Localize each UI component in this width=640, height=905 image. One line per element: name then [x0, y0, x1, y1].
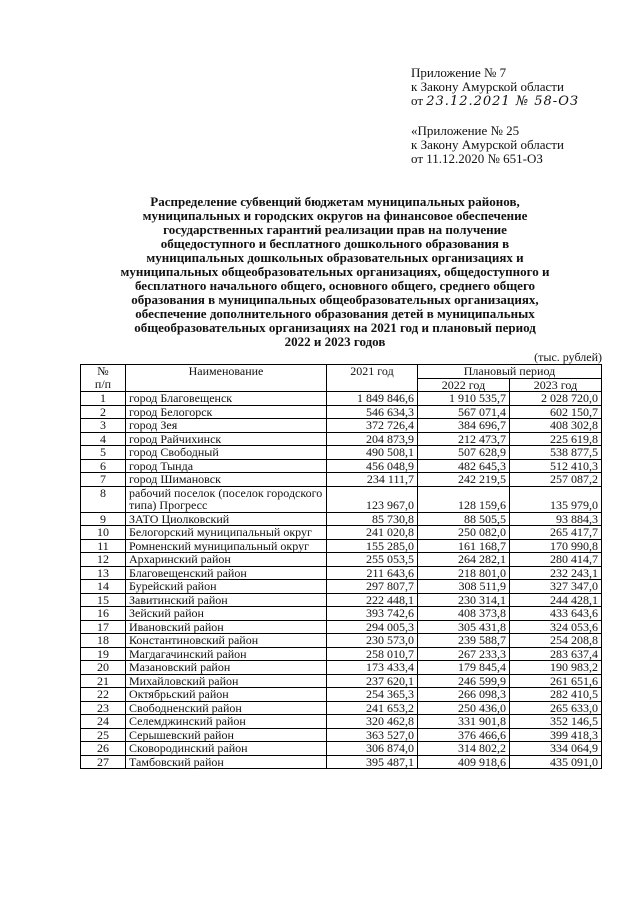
- row-value-2023: 334 064,9: [510, 742, 602, 756]
- row-name: город Белогорск: [126, 405, 327, 419]
- row-value-2021: 254 365,3: [327, 688, 418, 702]
- annex-25-date: от 11.12.2020 № 651-ОЗ: [411, 151, 543, 166]
- row-value-2022: 376 466,6: [418, 728, 510, 742]
- row-number: 7: [81, 473, 126, 487]
- row-value-2022: 264 282,1: [418, 553, 510, 567]
- row-value-2023: 433 643,6: [510, 607, 602, 621]
- row-name: Октябрьский район: [126, 688, 327, 702]
- subvention-table: [80, 364, 602, 769]
- row-number: 23: [81, 701, 126, 715]
- row-name: Михайловский район: [126, 674, 327, 688]
- row-value-2021: 230 573,0: [327, 634, 418, 648]
- row-name: город Свободный: [126, 446, 327, 460]
- row-value-2023: 352 146,5: [510, 715, 602, 729]
- table-row: [81, 566, 602, 580]
- table-row: [81, 742, 602, 756]
- table-row: [81, 446, 602, 460]
- table-row: [81, 634, 602, 648]
- table-row: [81, 607, 602, 621]
- row-number: 15: [81, 593, 126, 607]
- table-row: [81, 580, 602, 594]
- table-row: [81, 647, 602, 661]
- table-row: [81, 392, 602, 406]
- header-2022: 2022 год: [418, 378, 510, 392]
- row-number: 26: [81, 742, 126, 756]
- row-value-2021: 546 634,3: [327, 405, 418, 419]
- row-value-2022: 242 219,5: [418, 473, 510, 487]
- row-number: 19: [81, 647, 126, 661]
- row-value-2021: 222 448,1: [327, 593, 418, 607]
- row-value-2022: 314 802,2: [418, 742, 510, 756]
- row-name: город Тында: [126, 459, 327, 473]
- row-name: город Шимановск: [126, 473, 327, 487]
- annex-7-date-prefix: от: [411, 93, 424, 108]
- table-row: [81, 405, 602, 419]
- row-value-2021: 297 807,7: [327, 580, 418, 594]
- row-value-2021: 490 508,1: [327, 446, 418, 460]
- row-number: 9: [81, 512, 126, 526]
- table-row: [81, 715, 602, 729]
- row-value-2022: 408 373,8: [418, 607, 510, 621]
- row-value-2021: 241 653,2: [327, 701, 418, 715]
- row-name: ЗАТО Циолковский: [126, 512, 327, 526]
- row-number: 16: [81, 607, 126, 621]
- row-name: Завитинский район: [126, 593, 327, 607]
- row-value-2022: 567 071,4: [418, 405, 510, 419]
- row-number: 6: [81, 459, 126, 473]
- row-value-2022: 250 436,0: [418, 701, 510, 715]
- document-title: [70, 195, 600, 349]
- row-number: 17: [81, 620, 126, 634]
- table-row: [81, 688, 602, 702]
- row-value-2021: 237 620,1: [327, 674, 418, 688]
- annex-7-header: [411, 66, 579, 109]
- row-name: Серышевский район: [126, 728, 327, 742]
- row-value-2023: 324 053,6: [510, 620, 602, 634]
- title-line: образования в муниципальных общеобразовательных организациях,: [131, 292, 539, 307]
- title-line: общедоступного и бесплатного дошкольного образования в: [160, 236, 510, 251]
- row-name: Тамбовский район: [126, 755, 327, 769]
- row-name: Белогорский муниципальный округ: [126, 526, 327, 540]
- row-value-2022: 161 168,7: [418, 539, 510, 553]
- table-row: [81, 728, 602, 742]
- header-2023: 2023 год: [510, 378, 602, 392]
- row-value-2022: 250 082,0: [418, 526, 510, 540]
- table-row: [81, 526, 602, 540]
- row-value-2021: 85 730,8: [327, 512, 418, 526]
- row-value-2022: 482 645,3: [418, 459, 510, 473]
- table-row: [81, 512, 602, 526]
- row-name: Свободненский район: [126, 701, 327, 715]
- row-value-2021: 211 643,6: [327, 566, 418, 580]
- row-number: 4: [81, 432, 126, 446]
- row-number: 24: [81, 715, 126, 729]
- row-number: 27: [81, 755, 126, 769]
- title-line: муниципальных и городских округов на финансовое обеспечение: [142, 208, 528, 223]
- row-value-2021: 294 005,3: [327, 620, 418, 634]
- row-value-2021: 258 010,7: [327, 647, 418, 661]
- unit-label: (тыс. рублей): [534, 350, 602, 364]
- title-line: муниципальных общеобразовательных организациях, общедоступного и: [120, 264, 550, 279]
- row-value-2023: 282 410,5: [510, 688, 602, 702]
- table-row: [81, 701, 602, 715]
- title-line: муниципальных дошкольных образовательных организациях и: [146, 250, 524, 265]
- row-value-2023: 257 087,2: [510, 473, 602, 487]
- row-value-2021: 204 873,9: [327, 432, 418, 446]
- row-value-2023: 538 877,5: [510, 446, 602, 460]
- row-value-2023: 327 347,0: [510, 580, 602, 594]
- row-value-2023: 265 633,0: [510, 701, 602, 715]
- annex-7-handwritten-date: 23.12.2021 № 58-ОЗ: [426, 94, 579, 109]
- row-value-2022: 218 801,0: [418, 566, 510, 580]
- row-value-2023: 225 619,8: [510, 432, 602, 446]
- table-header-row: [81, 365, 602, 379]
- row-name: Сковородинский район: [126, 742, 327, 756]
- annex-25-number: «Приложение № 25: [411, 123, 520, 138]
- row-name: Ромненский муниципальный округ: [126, 539, 327, 553]
- row-value-2021: 363 527,0: [327, 728, 418, 742]
- title-line: обеспечение дополнительного образования детей в муниципальных: [135, 306, 535, 321]
- row-value-2021: 456 048,9: [327, 459, 418, 473]
- row-value-2023: 602 150,7: [510, 405, 602, 419]
- header-name: Наименование: [126, 365, 327, 392]
- row-value-2022: 1 910 535,7: [418, 392, 510, 406]
- row-value-2023: 232 243,1: [510, 566, 602, 580]
- row-value-2021: 155 285,0: [327, 539, 418, 553]
- title-line: 2022 и 2023 годов: [284, 334, 386, 349]
- row-value-2022: 507 628,9: [418, 446, 510, 460]
- row-number: 25: [81, 728, 126, 742]
- table-row: [81, 459, 602, 473]
- table-row: [81, 674, 602, 688]
- row-number: 2: [81, 405, 126, 419]
- row-value-2023: 261 651,6: [510, 674, 602, 688]
- row-number: 8: [81, 486, 126, 512]
- header-number: № п/п: [81, 365, 126, 392]
- row-number: 5: [81, 446, 126, 460]
- row-value-2021: 395 487,1: [327, 755, 418, 769]
- table-row: [81, 539, 602, 553]
- title-line: бесплатного начального общего, основного общего, среднего общего: [134, 278, 536, 293]
- table-row: [81, 473, 602, 487]
- table-row: [81, 419, 602, 433]
- row-name: Ивановский район: [126, 620, 327, 634]
- row-value-2021: 173 433,4: [327, 661, 418, 675]
- row-number: 18: [81, 634, 126, 648]
- row-value-2023: 254 208,8: [510, 634, 602, 648]
- row-number: 20: [81, 661, 126, 675]
- row-number: 10: [81, 526, 126, 540]
- annex-7-number: Приложение № 7: [411, 65, 507, 80]
- row-value-2021: 306 874,0: [327, 742, 418, 756]
- row-name: рабочий поселок (поселок городского типа) Прогресс: [126, 486, 327, 512]
- row-number: 21: [81, 674, 126, 688]
- row-value-2023: 135 979,0: [510, 486, 602, 512]
- row-value-2021: 393 742,6: [327, 607, 418, 621]
- table-row: [81, 755, 602, 769]
- row-number: 11: [81, 539, 126, 553]
- table-row: [81, 620, 602, 634]
- row-value-2022: 305 431,8: [418, 620, 510, 634]
- row-value-2021: 1 849 846,6: [327, 392, 418, 406]
- row-value-2022: 331 901,8: [418, 715, 510, 729]
- row-number: 12: [81, 553, 126, 567]
- row-name: Селемджинский район: [126, 715, 327, 729]
- row-name: Мазановский район: [126, 661, 327, 675]
- row-name: Архаринский район: [126, 553, 327, 567]
- row-value-2022: 308 511,9: [418, 580, 510, 594]
- row-name: город Райчихинск: [126, 432, 327, 446]
- row-value-2023: 170 990,8: [510, 539, 602, 553]
- row-value-2023: 399 418,3: [510, 728, 602, 742]
- title-line: государственных гарантий реализации прав на получение: [163, 222, 507, 237]
- annex-25-header: [411, 124, 564, 166]
- title-line: Распределение субвенций бюджетам муниципальных районов,: [150, 194, 520, 209]
- row-value-2021: 320 462,8: [327, 715, 418, 729]
- row-value-2021: 372 726,4: [327, 419, 418, 433]
- row-value-2022: 246 599,9: [418, 674, 510, 688]
- row-value-2022: 266 098,3: [418, 688, 510, 702]
- row-value-2022: 409 918,6: [418, 755, 510, 769]
- row-value-2023: 408 302,8: [510, 419, 602, 433]
- annex-25-law-ref: к Закону Амурской области: [411, 137, 564, 152]
- row-number: 13: [81, 566, 126, 580]
- row-value-2022: 267 233,3: [418, 647, 510, 661]
- table-row: [81, 593, 602, 607]
- row-value-2023: 280 414,7: [510, 553, 602, 567]
- row-value-2023: 244 428,1: [510, 593, 602, 607]
- annex-7-date-line: [411, 94, 579, 109]
- header-2021: 2021 год: [327, 365, 418, 392]
- row-value-2022: 179 845,4: [418, 661, 510, 675]
- row-value-2022: 239 588,7: [418, 634, 510, 648]
- row-value-2022: 384 696,7: [418, 419, 510, 433]
- row-name: город Зея: [126, 419, 327, 433]
- row-name: Магдагачинский район: [126, 647, 327, 661]
- annex-7-law-ref: к Закону Амурской области: [411, 79, 564, 94]
- row-value-2023: 2 028 720,0: [510, 392, 602, 406]
- table-row: [81, 553, 602, 567]
- row-value-2022: 212 473,7: [418, 432, 510, 446]
- row-value-2021: 234 111,7: [327, 473, 418, 487]
- row-number: 22: [81, 688, 126, 702]
- row-value-2021: 255 053,5: [327, 553, 418, 567]
- table-row: [81, 486, 602, 512]
- row-value-2023: 190 983,2: [510, 661, 602, 675]
- row-value-2022: 88 505,5: [418, 512, 510, 526]
- row-value-2023: 93 884,3: [510, 512, 602, 526]
- row-value-2023: 435 091,0: [510, 755, 602, 769]
- row-value-2022: 128 159,6: [418, 486, 510, 512]
- row-number: 3: [81, 419, 126, 433]
- table-body: [81, 392, 602, 769]
- row-number: 1: [81, 392, 126, 406]
- row-value-2022: 230 314,1: [418, 593, 510, 607]
- table-row: [81, 661, 602, 675]
- table-row: [81, 432, 602, 446]
- row-value-2021: 241 020,8: [327, 526, 418, 540]
- row-name: город Благовещенск: [126, 392, 327, 406]
- row-value-2023: 512 410,3: [510, 459, 602, 473]
- header-planned-period: Плановый период: [418, 365, 602, 379]
- row-value-2023: 265 417,7: [510, 526, 602, 540]
- row-number: 14: [81, 580, 126, 594]
- row-name: Зейский район: [126, 607, 327, 621]
- row-name: Благовещенский район: [126, 566, 327, 580]
- row-value-2021: 123 967,0: [327, 486, 418, 512]
- title-line: общеобразовательных организациях на 2021 год и плановый период: [134, 320, 536, 335]
- row-name: Бурейский район: [126, 580, 327, 594]
- row-name: Константиновский район: [126, 634, 327, 648]
- row-value-2023: 283 637,4: [510, 647, 602, 661]
